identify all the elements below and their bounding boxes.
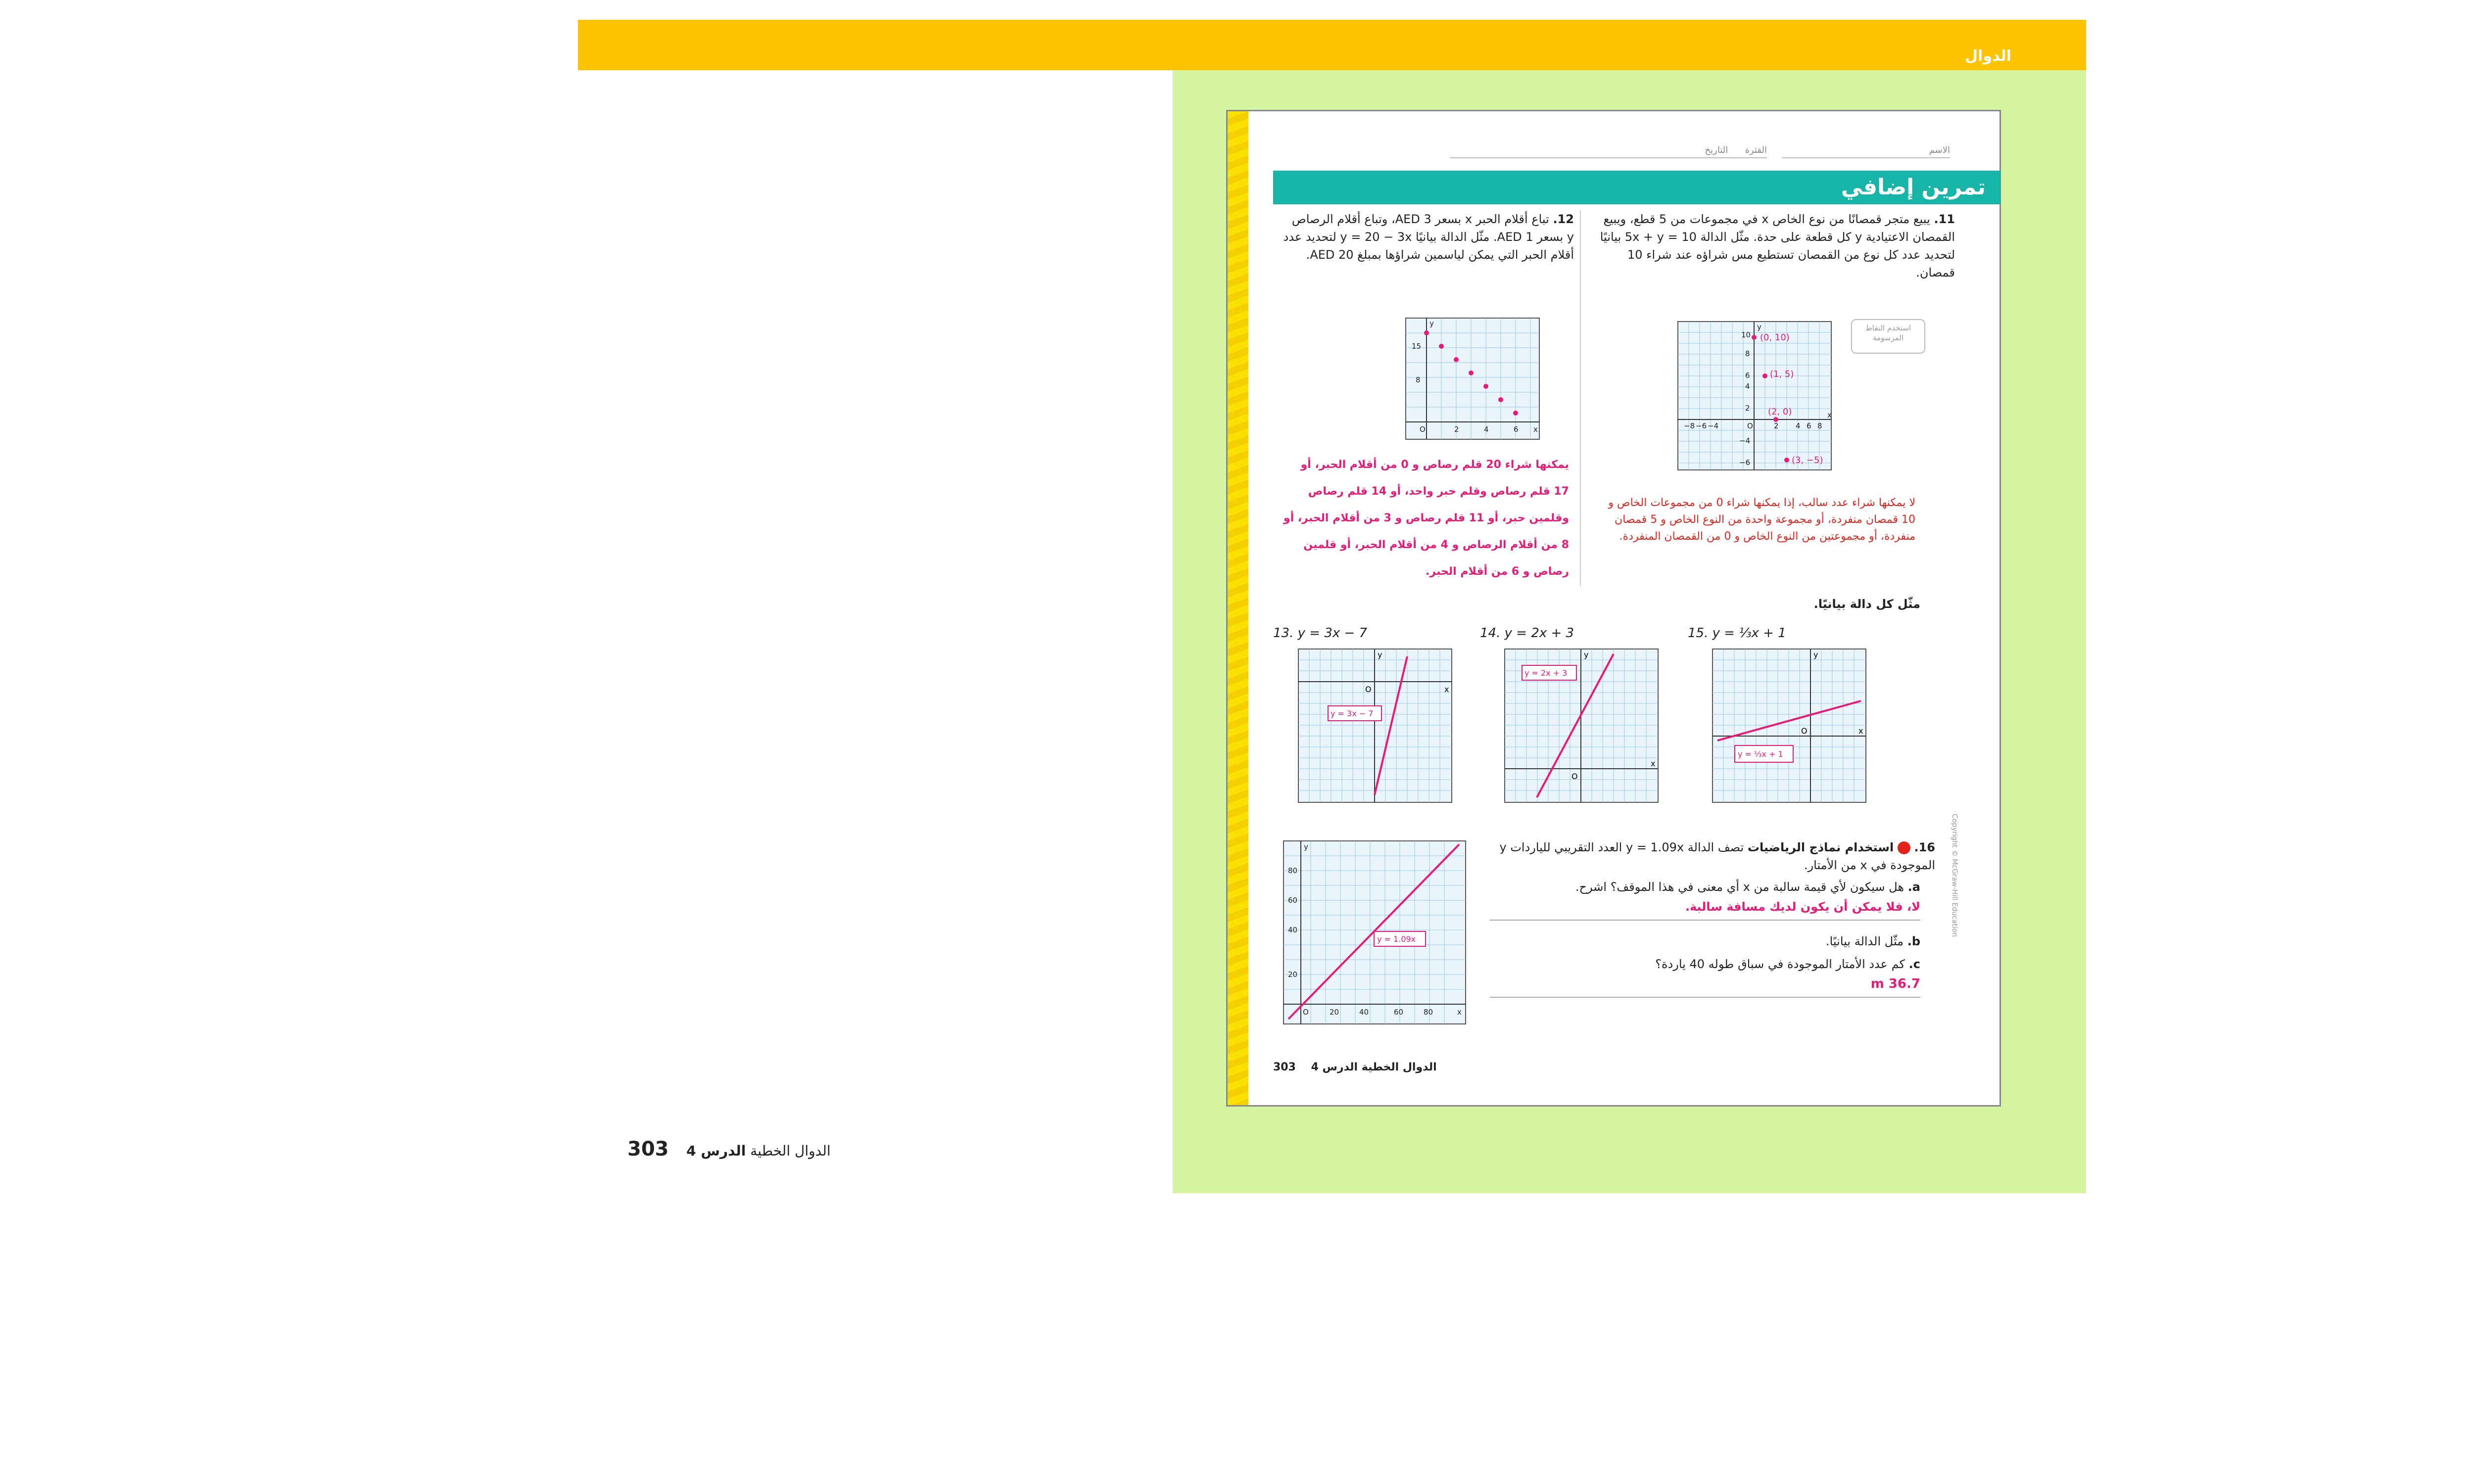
page-number: 303: [1273, 1061, 1296, 1073]
column-divider: [1580, 210, 1581, 586]
problem-14-label: 14. y = 2x + 3: [1480, 626, 1574, 641]
origin-label: O: [1801, 726, 1808, 736]
problem-12: [1282, 210, 1574, 264]
data-point: [1498, 397, 1503, 402]
y-tick: 6: [1745, 371, 1750, 380]
problem-16: [1490, 838, 1935, 874]
y-axis-label: y: [1757, 323, 1761, 331]
x-tick: 4: [1484, 425, 1489, 434]
point-label: (3, −5): [1792, 455, 1823, 465]
problem-13-label: 13. y = 3x − 7: [1273, 626, 1368, 641]
y-tick: 80: [1288, 866, 1298, 875]
answer-problem-11: لا يمكنها شراء عدد سالب، إذا يمكنها شراء 0 من مجموعات الخاص و 10 قمصان منفردة، أو مجموعة واحدة من النوع الخاص و 5 قمصان منفردة، أو مجموعتين من النوع الخاص و 0 من القمصان المنفردة.: [1608, 497, 1915, 543]
point-1-5: [1762, 373, 1767, 378]
data-point: [1454, 357, 1459, 362]
line-label: y = ⅓x + 1: [1738, 749, 1783, 759]
x-tick: 20: [1330, 1008, 1339, 1017]
period-label: الفترة: [1745, 145, 1767, 155]
copyright-text: Copyright © McGraw-Hill Education: [1951, 814, 1958, 937]
problem-16a: [1490, 878, 1920, 896]
lesson-title: الدوال الخطية: [750, 1143, 831, 1159]
x-tick: 2: [1454, 425, 1459, 434]
x-tick: 40: [1359, 1008, 1369, 1017]
part-text: هل سيكون لأي قيمة سالبة من x أي معنى في هذا الموقف؟ اشرح.: [1575, 880, 1904, 894]
y-tick: 40: [1288, 926, 1298, 934]
y-tick: −4: [1739, 436, 1751, 445]
graph-problem-14: [1502, 647, 1661, 806]
answer-16a: لا، فلا يمكن أن يكون لديك مسافة سالبة.: [1685, 900, 1920, 914]
name-field: الاسم: [1782, 145, 1950, 158]
x-axis-label: x: [1457, 1008, 1462, 1017]
worksheet-page: [1226, 110, 2001, 1107]
graph-problem-16: [1281, 838, 1469, 1027]
problem-text: تصف الدالة y = 1.09x العدد التقريبي للياردات y الموجودة في x من الأمتار.: [1499, 840, 1935, 872]
data-point: [1424, 330, 1429, 335]
y-axis-label: y: [1429, 319, 1434, 328]
part-label: a.: [1907, 880, 1920, 894]
x-tick: 8: [1817, 421, 1822, 430]
period-date-field: [1450, 145, 1767, 158]
data-point: [1483, 384, 1488, 389]
problem-15-label: 15. y = ⅓x + 1: [1688, 626, 1786, 641]
point-label: (2, 0): [1768, 407, 1792, 417]
math-practice-icon: [1898, 841, 1910, 854]
data-point: [1513, 411, 1518, 416]
x-tick: 4: [1796, 421, 1801, 430]
line-label: y = 1.09x: [1377, 934, 1416, 944]
y-tick: 4: [1745, 382, 1750, 391]
decorative-stripe: [1228, 111, 1248, 1105]
origin-label: O: [1303, 1008, 1309, 1017]
x-tick: 80: [1424, 1008, 1433, 1017]
part-label: c.: [1908, 957, 1920, 971]
problem-number: 16.: [1914, 840, 1935, 854]
y-axis-label: y: [1813, 650, 1818, 659]
y-tick: −6: [1739, 458, 1751, 467]
graph-problem-12: [1401, 313, 1544, 442]
lesson-number: الدرس 4: [1311, 1061, 1358, 1073]
worksheet-title: تمرين إضافي: [1841, 175, 1986, 200]
y-axis-label: y: [1304, 842, 1308, 851]
y-axis-label: y: [1378, 650, 1382, 659]
x-tick: 6: [1514, 425, 1519, 434]
data-point: [1439, 344, 1444, 349]
page-number: 303: [627, 1138, 669, 1160]
point-label: (0, 10): [1760, 332, 1790, 343]
origin-label: O: [1571, 772, 1578, 781]
answer-16c: 36.7 m: [1870, 976, 1920, 991]
y-tick: 10: [1741, 330, 1751, 339]
problem-16b: [1490, 932, 1920, 950]
x-tick: −8: [1684, 421, 1695, 430]
origin-label: O: [1420, 425, 1426, 434]
x-axis-label: x: [1827, 411, 1832, 419]
answer-line: [1490, 997, 1920, 998]
top-header-bar: [578, 20, 2086, 70]
x-axis-label: x: [1651, 759, 1656, 768]
problem-text: يبيع متجر قمصانًا من نوع الخاص x في مجموعات من 5 قطع، ويبيع القمصان الاعتيادية y كل قطعة على حدة. مثّل الدالة 5x + y = 10 بيانيًا لتحديد عدد كل نوع من القمصان تستطيع مس شراؤه عند شراء 10 قمصان.: [1600, 212, 1955, 279]
title-banner: [1273, 171, 2000, 204]
origin-label: O: [1365, 685, 1372, 694]
sheet-footer: [1273, 1061, 1441, 1073]
graph-problem-11: [1673, 317, 1836, 475]
problem-11: [1594, 210, 1955, 281]
y-tick: 8: [1745, 349, 1750, 358]
note-bubble: استخدم النقاط المرسومة: [1851, 319, 1925, 354]
x-tick: −6: [1696, 421, 1707, 430]
graph-problem-15: [1710, 647, 1868, 806]
y-axis-label: y: [1584, 650, 1589, 659]
data-point: [1469, 371, 1474, 375]
lesson-title: الدوال الخطية: [1361, 1061, 1437, 1073]
y-tick: 8: [1416, 375, 1421, 384]
problem-number: 12.: [1553, 212, 1574, 226]
lesson-number: الدرس 4: [686, 1143, 746, 1159]
x-tick: −4: [1708, 421, 1719, 430]
origin-label: O: [1747, 421, 1753, 430]
problem-16c: [1490, 955, 1920, 973]
problem-number: 11.: [1934, 212, 1955, 226]
section-label: الدوال: [1965, 47, 2011, 65]
x-axis-label: x: [1858, 726, 1863, 736]
graph-problem-13: [1296, 647, 1454, 806]
left-page-footer: [627, 1138, 835, 1160]
line-label: y = 2x + 3: [1524, 668, 1568, 678]
answer-problem-12: يمكنها شراء 20 قلم رصاص و 0 من أقلام الحبر، أو 17 قلم رصاص وقلم حبر واحد، أو 14 قلم رصاص وقلمين حبر، أو 11 قلم رصاص و 3 من أقلام الحبر، أو 8 من أقلام الرصاص و 4 من أقلام الحبر، أو قلمين رصاص و 6 من أقلام الحبر.: [1283, 459, 1569, 578]
x-axis-label: x: [1444, 685, 1449, 694]
line-label: y = 3x − 7: [1331, 709, 1374, 718]
graph-instruction: مثّل كل دالة بيانيًا.: [1813, 597, 1920, 611]
part-text: مثّل الدالة بيانيًا.: [1825, 934, 1904, 948]
copyright-credit: [1948, 814, 1958, 1031]
answer-line: [1490, 920, 1920, 921]
point-label: (1, 5): [1770, 369, 1794, 379]
problem-text: تباع أقلام الحبر x بسعر AED 3، وتباع أقلام الرصاص y بسعر AED 1. مثّل الدالة بيانيًا y = 20 − 3x لتحديد عدد أقلام الحبر التي يمكن لياسمين شراؤها بمبلغ AED 20.: [1283, 212, 1574, 262]
point-0-10: [1752, 335, 1757, 340]
x-tick: 2: [1774, 421, 1779, 430]
y-tick: 2: [1745, 404, 1750, 413]
y-tick: 15: [1412, 342, 1422, 351]
problem-16-title: استخدام نماذج الرياضيات: [1747, 840, 1894, 854]
part-label: b.: [1907, 934, 1920, 948]
part-text: كم عدد الأمتار الموجودة في سباق طوله 40 ياردة؟: [1655, 957, 1905, 971]
date-label: التاريخ: [1705, 145, 1728, 155]
x-tick: 60: [1394, 1008, 1404, 1017]
y-tick: 60: [1288, 896, 1298, 905]
y-tick: 20: [1288, 970, 1298, 979]
x-tick: 6: [1807, 421, 1811, 430]
x-axis-label: x: [1533, 425, 1538, 434]
point-3-neg5: [1784, 458, 1789, 463]
